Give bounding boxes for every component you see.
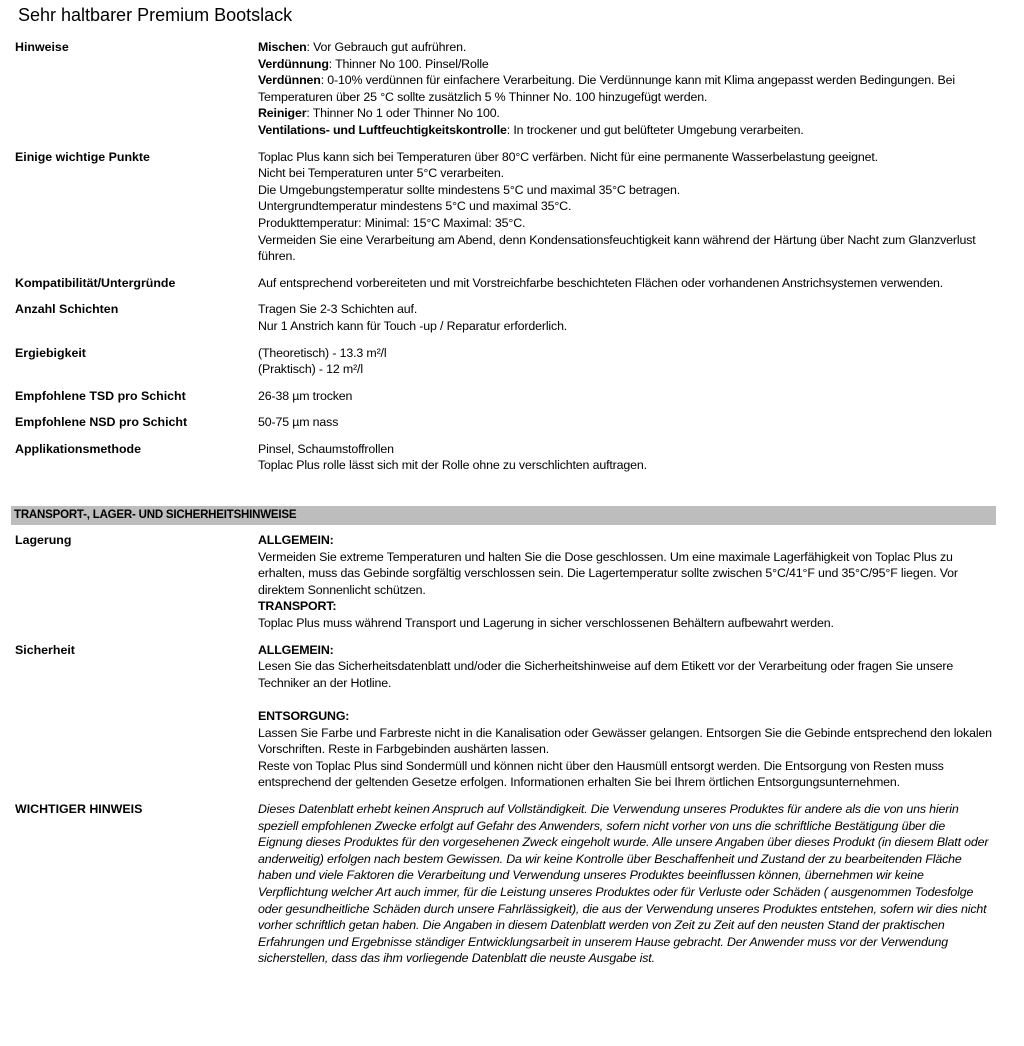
kompatibilitaet-label: Kompatibilität/Untergründe [15,275,176,290]
anzahl-schichten-content [258,301,992,334]
kompatibilitaet-line [258,275,992,292]
row-lagerung [15,532,992,632]
wichtige-punkte-line [258,198,992,215]
lagerung-line-text: Toplac Plus muss während Transport und Lagerung in sicher verschlossenen Behältern aufbewahrt werden. [258,616,834,631]
kompatibilitaet-content [258,275,992,292]
nsd-content [258,414,992,431]
sicherheit-content [258,642,992,791]
hinweise-content [258,39,992,139]
tsd-content [258,388,992,405]
product-spec-rows [15,39,992,474]
wichtige-punkte-line-text: Die Umgebungstemperatur sollte mindestens 5°C und maximal 35°C betragen. [258,182,680,197]
applikationsmethode-line [258,441,992,458]
ergiebigkeit-content [258,345,992,378]
nsd-line-text: 50-75 µm nass [258,415,339,430]
applikationsmethode-line-text: Pinsel, Schaumstoffrollen [258,441,394,456]
wichtige-punkte-content [258,149,992,265]
applikationsmethode-label: Applikationsmethode [15,441,141,456]
tsd-line-text: 26-38 µm trocken [258,388,353,403]
applikationsmethode-line [258,457,992,474]
ergiebigkeit-line [258,361,992,378]
row-hinweise [15,39,992,139]
hinweise-line-text: : Thinner No 1 oder Thinner No 100. [306,106,500,121]
hinweise-line-lead: Verdünnung [258,56,329,71]
lagerung-line-lead: TRANSPORT: [258,599,337,614]
nsd-label: Empfohlene NSD pro Schicht [15,415,188,430]
wichtige-punkte-line [258,149,992,166]
anzahl-schichten-line-text: Tragen Sie 2-3 Schichten auf. [258,302,418,317]
wichtige-punkte-line [258,182,992,199]
wichtige-punkte-line-text: Produkttemperatur: Minimal: 15°C Maximal: 35°C. [258,215,526,230]
anzahl-schichten-line [258,318,992,335]
hinweise-label: Hinweise [15,40,69,54]
safety-rows [15,532,992,967]
sicherheit-line-text: Lassen Sie Farbe und Farbreste nicht in die Kanalisation oder Gewässer gelangen. Entsorgen Sie die Gebinde entsprechend den lokalen Vorschriften. Reste in Farbgebinden aushärten lassen. [258,725,992,757]
sicherheit-line [258,642,992,659]
sicherheit-line-text: Lesen Sie das Sicherheitsdatenblatt und/oder die Sicherheitshinweise auf dem Etikett vor der Verarbeitung oder fragen Sie unsere Techniker an der Hotline. [258,659,954,690]
sicherheit-line [258,708,992,725]
row-applikationsmethode [15,441,992,474]
row-tsd [15,388,992,405]
row-ergiebigkeit [15,345,992,378]
wichtiger-hinweis-content [258,801,992,967]
hinweise-line [258,56,992,73]
hinweise-line-lead: Reiniger [258,106,307,121]
wichtige-punkte-line [258,232,992,265]
wichtige-punkte-line-text: Untergrundtemperatur mindestens 5°C und maximal 35°C. [258,199,572,214]
wichtige-punkte-line-text: Vermeiden Sie eine Verarbeitung am Abend, denn Kondensationsfeuchtigkeit kann während der Härtung über Nacht zum Glanzverlust führen. [258,232,976,264]
hinweise-line-lead: Verdünnen [258,73,321,88]
tsd-line [258,388,992,405]
hinweise-line-text: : 0-10% verdünnen für einfachere Verarbeitung. Die Verdünnunge kann mit Klima angepasst werden Bedingungen. Bei Temperaturen über 25 °C sollte zusätzlich 5 % Thinner No. 100 hinzugefügt werden. [258,73,955,104]
wichtige-punkte-label: Einige wichtige Punkte [15,149,150,164]
sicherheit-line [258,725,992,758]
hinweise-line-text: : Vor Gebrauch gut aufrühren. [306,40,467,54]
wichtiger-hinweis-label: WICHTIGER HINWEIS [15,801,143,816]
hinweise-line [258,39,992,56]
ergiebigkeit-line-text: (Praktisch) - 12 m²/l [258,362,363,377]
hinweise-line [258,72,992,105]
hinweise-line-lead: Ventilations- und Luftfeuchtigkeitskontrolle [258,122,507,137]
row-wichtige-punkte [15,149,992,265]
lagerung-line-lead: ALLGEMEIN: [258,533,334,548]
sicherheit-line-text: Reste von Toplac Plus sind Sondermüll und können nicht über den Hausmüll entsorgt werden. Die Entsorgung von Resten muss entsprechend der geltenden Gesetze erfolgen. Informationen erhalten Sie bei Ihrem örtlichen Entsorgungsunternehmen. [258,758,944,790]
sicherheit-line [258,658,992,691]
applikationsmethode-content [258,441,992,474]
page-title: Sehr haltbarer Premium Bootslack [18,5,293,25]
lagerung-line-text: Vermeiden Sie extreme Temperaturen und halten Sie die Dose geschlossen. Um eine maximale Lagerfähigkeit von Toplac Plus zu erhalten, muss das Gebinde sorgfältig verschlossen sein. Die Lagertemperatur sollte zwischen 5°C/41°F und 35°C/95°F liegen. Vor direktem Sonnenlicht schützen. [258,549,958,597]
wichtiger-hinweis-line-text: Dieses Datenblatt erhebt keinen Anspruch auf Vollständigkeit. Die Verwendung unseres Produktes für andere als die von uns hierin speziell empfohlenen Zwecke erfolgt auf Gefahr des Anwenders, sofern nicht vorher von uns die schriftliche Bestätigung über die Eignung dieses Produktes für den vorgesehenen Zweck eingeholt wurde. Alle unsere Angaben über dieses Produkt (in diesem Blatt oder anderweitig) erfolgen nach bestem Gewissen. Da wir keine Kontrolle über Beschaffenheit und Zustand der zu bearbeitenden Fläche haben und viele Faktoren die Verarbeitung und Verwendung unseres Produktes beeinflussen können, übernehmen wir keine Verpflichtung welcher Art auch immer, für die Leistung unseres Produktes oder für Verluste oder Schäden ( ausgenommen Todesfolge oder gesundheitliche Schäden durch unsere Fahrlässigkeit), die aus der Verwendung unseres Produktes entstehen, sofern wir dies nicht vorher schriftlich getan haben. Die Angaben in diesem Datenblatt werden von Zeit zu Zeit auf den neusten Stand der praktischen Erfahrungen und Ergebnisse ständiger Entwicklungsarbeit in unserem Hause gebracht. Der Anwender muss vor der Verwendung sicherstellen, dass das ihm vorliegende Datenblatt die neuste Ausgabe ist. [258,801,989,966]
anzahl-schichten-label: Anzahl Schichten [15,302,119,317]
row-nsd [15,414,992,431]
anzahl-schichten-line [258,301,992,318]
wichtige-punkte-line-text: Nicht bei Temperaturen unter 5°C verarbeiten. [258,166,504,181]
lagerung-line [258,549,992,599]
lagerung-line [258,615,992,632]
lagerung-line [258,532,992,549]
ergiebigkeit-label: Ergiebigkeit [15,345,86,360]
applikationsmethode-line-text: Toplac Plus rolle lässt sich mit der Rolle ohne zu verschlichten auftragen. [258,458,647,473]
lagerung-label: Lagerung [15,533,72,548]
section-header-transport-lager-sicherheit: TRANSPORT-, LAGER- UND SICHERHEITSHINWEISE [11,506,996,525]
ergiebigkeit-line [258,345,992,362]
row-kompatibilitaet [15,275,992,292]
hinweise-line-text: : In trockener und gut belüfteter Umgebung verarbeiten. [506,122,804,137]
sicherheit-line-lead: ENTSORGUNG: [258,709,350,723]
row-wichtiger-hinweis [15,801,992,967]
sicherheit-line [258,691,992,708]
wichtiger-hinweis-line [258,801,992,967]
hinweise-line [258,105,992,122]
wichtige-punkte-line [258,165,992,182]
row-anzahl-schichten [15,301,992,334]
lagerung-content [258,532,992,632]
hinweise-line-lead: Mischen [258,40,307,54]
wichtige-punkte-line [258,215,992,232]
hinweise-line-text: : Thinner No 100. Pinsel/Rolle [328,56,489,71]
lagerung-line [258,598,992,615]
row-sicherheit [15,642,992,791]
kompatibilitaet-line-text: Auf entsprechend vorbereiteten und mit Vorstreichfarbe beschichteten Flächen oder vorhandenen Anstrichsystemen verwenden. [258,275,944,290]
nsd-line [258,414,992,431]
sicherheit-line-lead: ALLGEMEIN: [258,642,334,657]
hinweise-line [258,122,992,139]
tsd-label: Empfohlene TSD pro Schicht [15,388,186,403]
ergiebigkeit-line-text: (Theoretisch) - 13.3 m²/l [258,345,387,360]
anzahl-schichten-line-text: Nur 1 Anstrich kann für Touch -up / Reparatur erforderlich. [258,318,568,333]
wichtige-punkte-line-text: Toplac Plus kann sich bei Temperaturen über 80°C verfärben. Nicht für eine permanente Wasserbelastung geeignet. [258,149,878,164]
sicherheit-label: Sicherheit [15,642,75,657]
sicherheit-line [258,758,992,791]
